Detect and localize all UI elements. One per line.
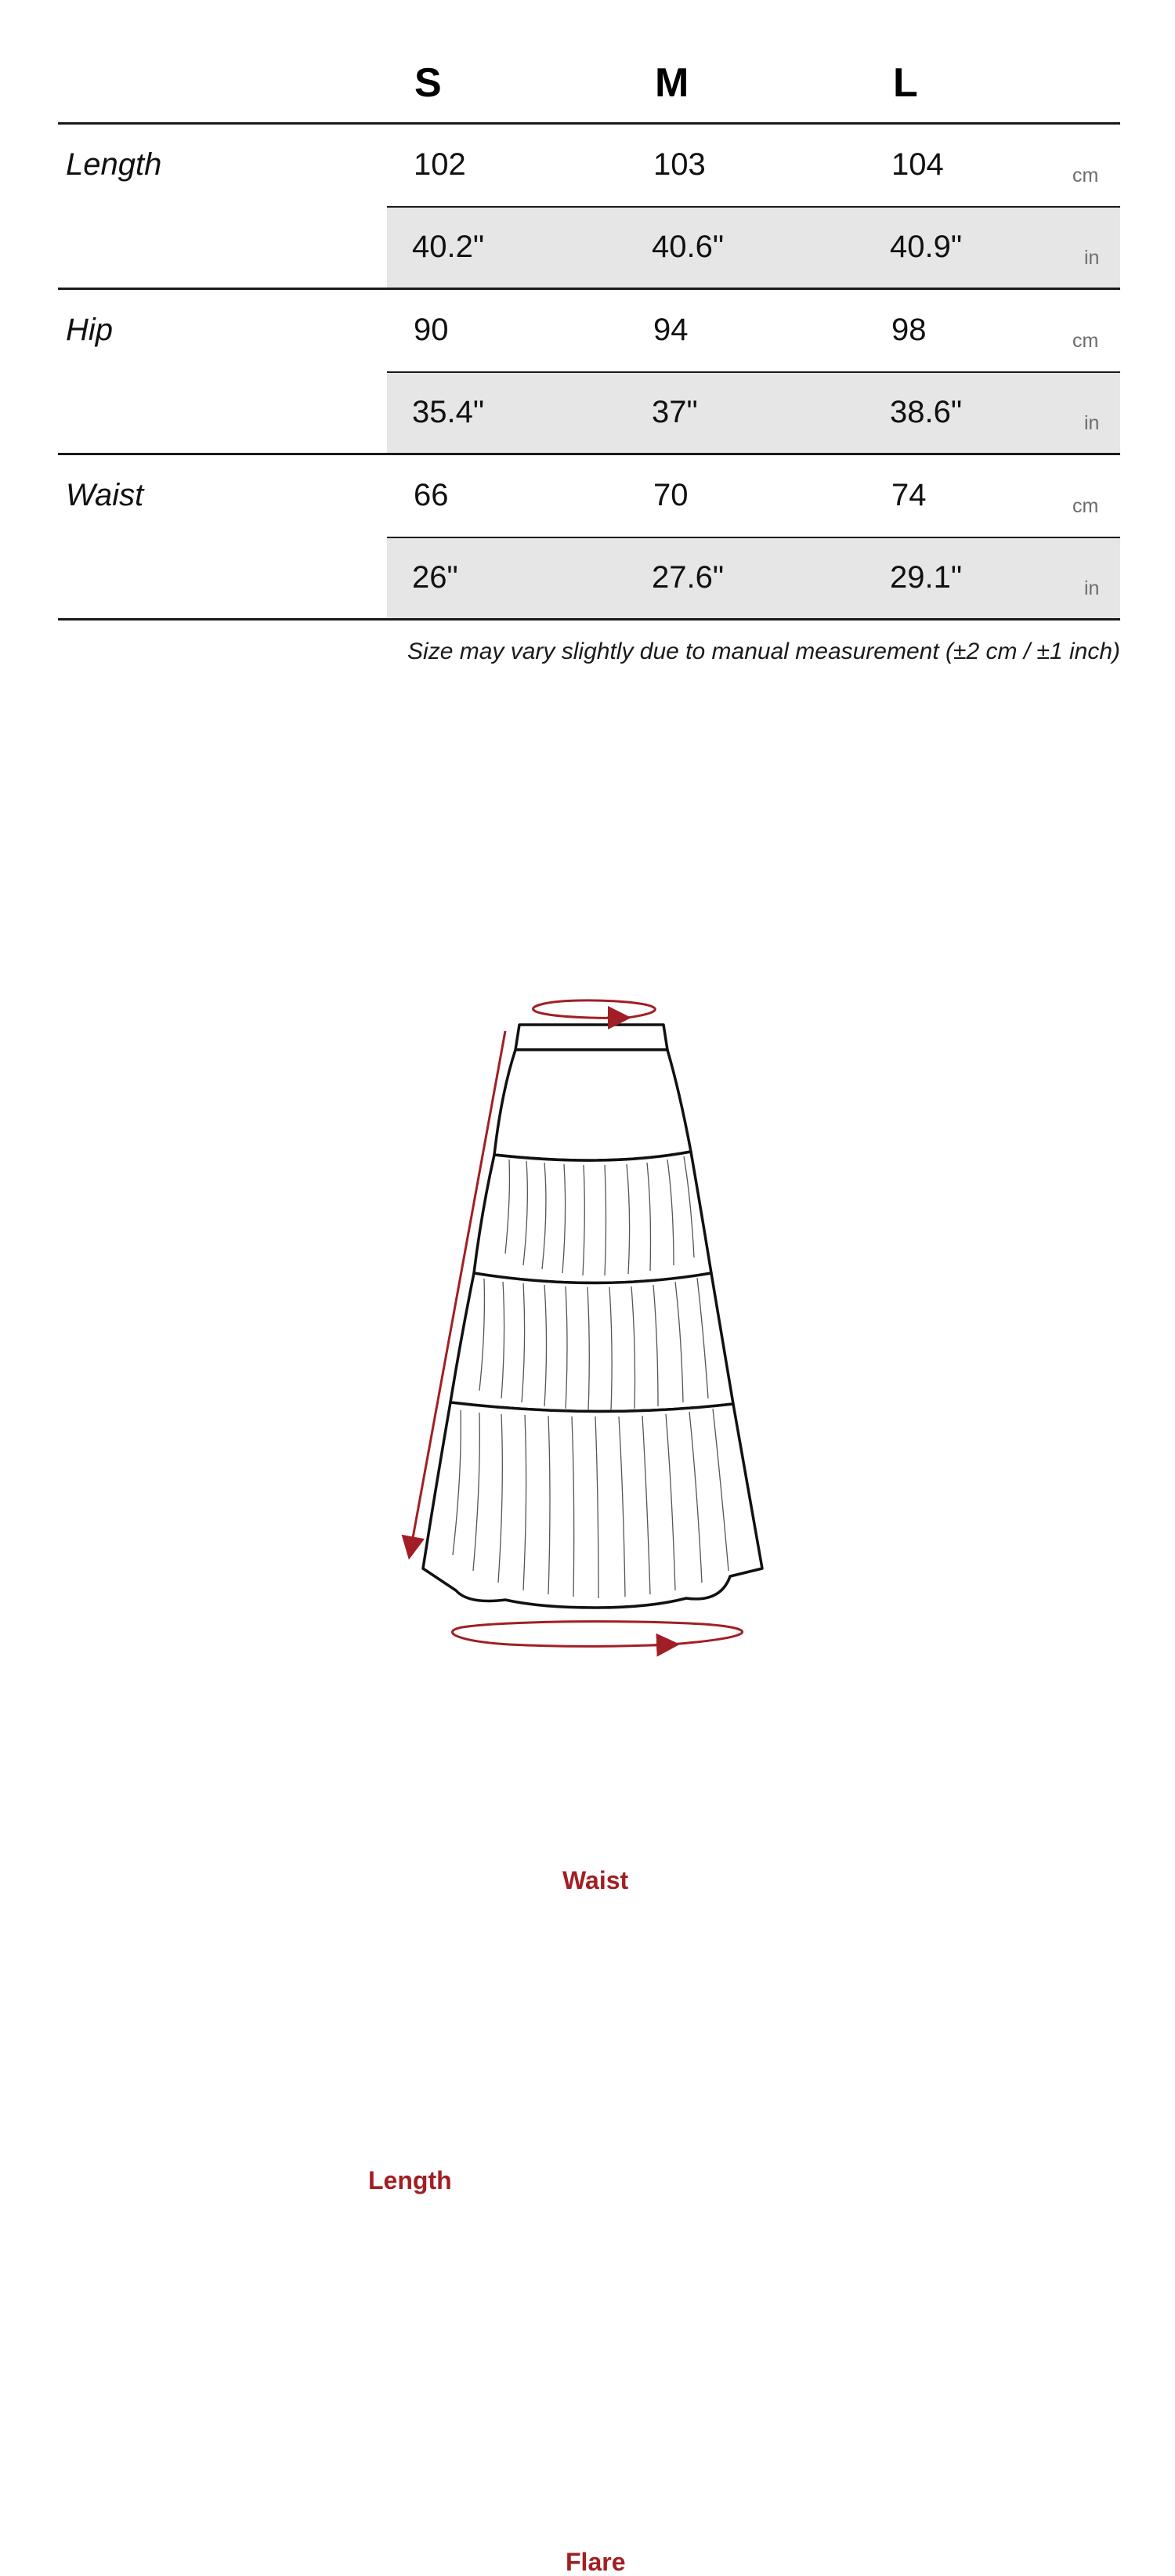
size-header-m: M: [655, 60, 689, 106]
skirt-measurement-diagram: [0, 901, 1175, 2576]
length-label: Length: [368, 2166, 452, 2194]
skirt-yoke: [494, 1050, 691, 1160]
hip-in-row-bg: [387, 372, 1120, 453]
length-unit-cm: cm: [1072, 165, 1099, 186]
hip-unit-cm: cm: [1072, 330, 1099, 352]
waist-m-cm: 70: [653, 478, 689, 512]
length-l-in: 40.9": [890, 230, 963, 264]
waist-s-cm: 66: [414, 478, 449, 512]
size-header-l: L: [893, 60, 918, 106]
hip-s-cm: 90: [414, 313, 449, 347]
skirt-illustration: [0, 901, 1175, 1684]
hip-s-in: 35.4": [412, 395, 485, 429]
skirt-waistband: [515, 1025, 667, 1050]
length-m-cm: 103: [653, 147, 706, 182]
waist-s-in: 26": [412, 560, 458, 595]
size-header-s: S: [414, 60, 442, 106]
hip-l-in: 38.6": [890, 395, 963, 429]
hip-unit-in: in: [1084, 412, 1100, 434]
waist-unit-cm: cm: [1072, 495, 1099, 517]
table-bottom-divider: [58, 618, 1120, 620]
skirt-tier-3: [423, 1402, 762, 1608]
flare-measure-arrow: [452, 1622, 742, 1647]
hip-m-in: 37": [652, 395, 698, 429]
hip-divider: [58, 453, 1120, 455]
header-divider: [58, 122, 1120, 125]
length-divider: [58, 288, 1120, 290]
row-label-hip: Hip: [66, 313, 114, 347]
length-l-cm: 104: [891, 147, 944, 182]
hip-l-cm: 98: [891, 313, 927, 347]
waist-unit-in: in: [1084, 577, 1100, 599]
row-label-waist: Waist: [66, 478, 144, 512]
hip-subdivider: [387, 371, 1120, 373]
flare-label: Flare: [566, 2548, 626, 2576]
waist-in-row-bg: [387, 537, 1120, 618]
measurement-note: Size may vary slightly due to manual measurement (±2 cm / ±1 inch): [407, 639, 1120, 664]
length-m-in: 40.6": [652, 230, 725, 264]
waist-label: Waist: [562, 1866, 629, 1894]
size-chart-table: [58, 39, 1120, 664]
row-label-length: Length: [66, 147, 162, 182]
waist-m-in: 27.6": [652, 560, 725, 595]
skirt-outline: [423, 1025, 762, 1608]
waist-l-cm: 74: [891, 478, 927, 512]
waist-subdivider: [387, 537, 1120, 538]
hip-m-cm: 94: [653, 313, 689, 347]
length-s-cm: 102: [414, 147, 466, 182]
length-s-in: 40.2": [412, 230, 485, 264]
length-in-row-bg: [387, 207, 1120, 288]
waist-measure-arrow: [533, 1000, 656, 1018]
length-unit-in: in: [1084, 247, 1100, 269]
waist-l-in: 29.1": [890, 560, 963, 595]
length-subdivider: [387, 206, 1120, 208]
skirt-tier-2: [450, 1273, 733, 1412]
